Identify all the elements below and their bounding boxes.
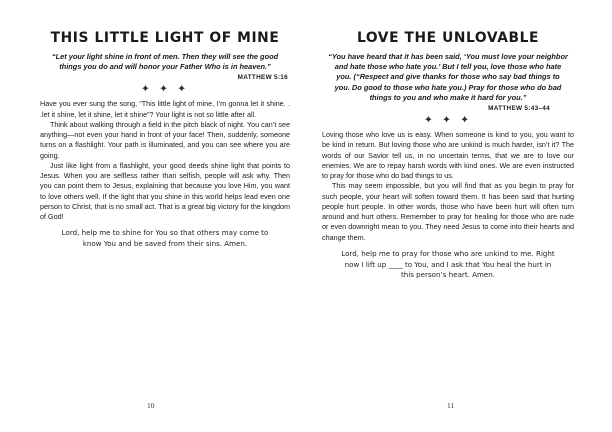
page-number: 11 [447, 401, 455, 410]
right-page [306, 0, 612, 432]
page-title: THIS LITTLE LIGHT OF MINE [50, 30, 280, 46]
devotional-body [322, 130, 574, 243]
star-divider-icon: ✦ ✦ ✦ [423, 114, 473, 127]
scripture-reference: MATTHEW 5:16 [237, 74, 288, 82]
closing-prayer: Lord, help me to shine for You so that others may come to know You and be saved from their sins. Amen. [61, 228, 269, 249]
scripture-reference: MATTHEW 5:43–44 [488, 105, 550, 113]
body-paragraph: Have you ever sung the song, “This little light of mine, I’m gonna let it shine. . .let it shine, let it shine, let it shine”? Your light is not so little after all. [40, 99, 290, 119]
body-paragraph: Think about walking through a field in the pitch black of night. You can’t see anything—not even your hand in front of your face! Then, suddenly, someone turns on a flashlight. Your path is illuminated, and you can see where you are going. [40, 119, 290, 160]
closing-prayer: Lord, help me to pray for those who are unkind to me. Right now I lift up ____ to You, and I ask that You heal the hurt in this person’s heart. Amen. [341, 248, 555, 280]
star-divider-icon: ✦ ✦ ✦ [140, 83, 190, 96]
body-paragraph: This may seem impossible, but you will find that as you begin to pray for such people, your heart will soften toward them. It has been said that hurting people hurt people. In other words, those who have been hurt will often turn around and hurt others. Remember to pray for healing for those who are rude or even downright mean to you. They need Jesus to come into their hearts and change them. [322, 181, 574, 242]
scripture-verse: “Let your light shine in front of men. Then they will see the good things you do and will honor your Father Who is in heaven.” [51, 52, 279, 72]
body-paragraph: Loving those who love us is easy. When someone is kind to you, you want to be kind in return. But loving those who are unkind is much harder, isn’t it? The words of our Savior tell us, in no uncertain terms, that we are to love our enemies. We are to repay harsh words with kind ones. We are even instructed to pray for those who do bad things to us. [322, 130, 574, 181]
scripture-verse: “You have heard that it has been said, ‘You must love your neighbor and hate those who hate you.’ But I tell you, love those who hate you. (“Respect and give thanks for those who say bad things to you. Do good to those who hate you.) Pray for those who do bad things to you and who make it hard for you.” [328, 52, 568, 102]
body-paragraph: Just like light from a flashlight, your good deeds shine light that points to Jesus. When you are selfless rather than selfish, people will ask why. Then you can point them to Jesus, explaining that because you love Him, you want to love others well. If the light that you shine in this world helps lead even one person to Christ, that is no small act. That is a great big victory for the kingdom of God! [40, 160, 290, 222]
page-number: 10 [147, 401, 155, 410]
page-title: LOVE THE UNLOVABLE [356, 30, 540, 46]
devotional-body [40, 99, 290, 222]
